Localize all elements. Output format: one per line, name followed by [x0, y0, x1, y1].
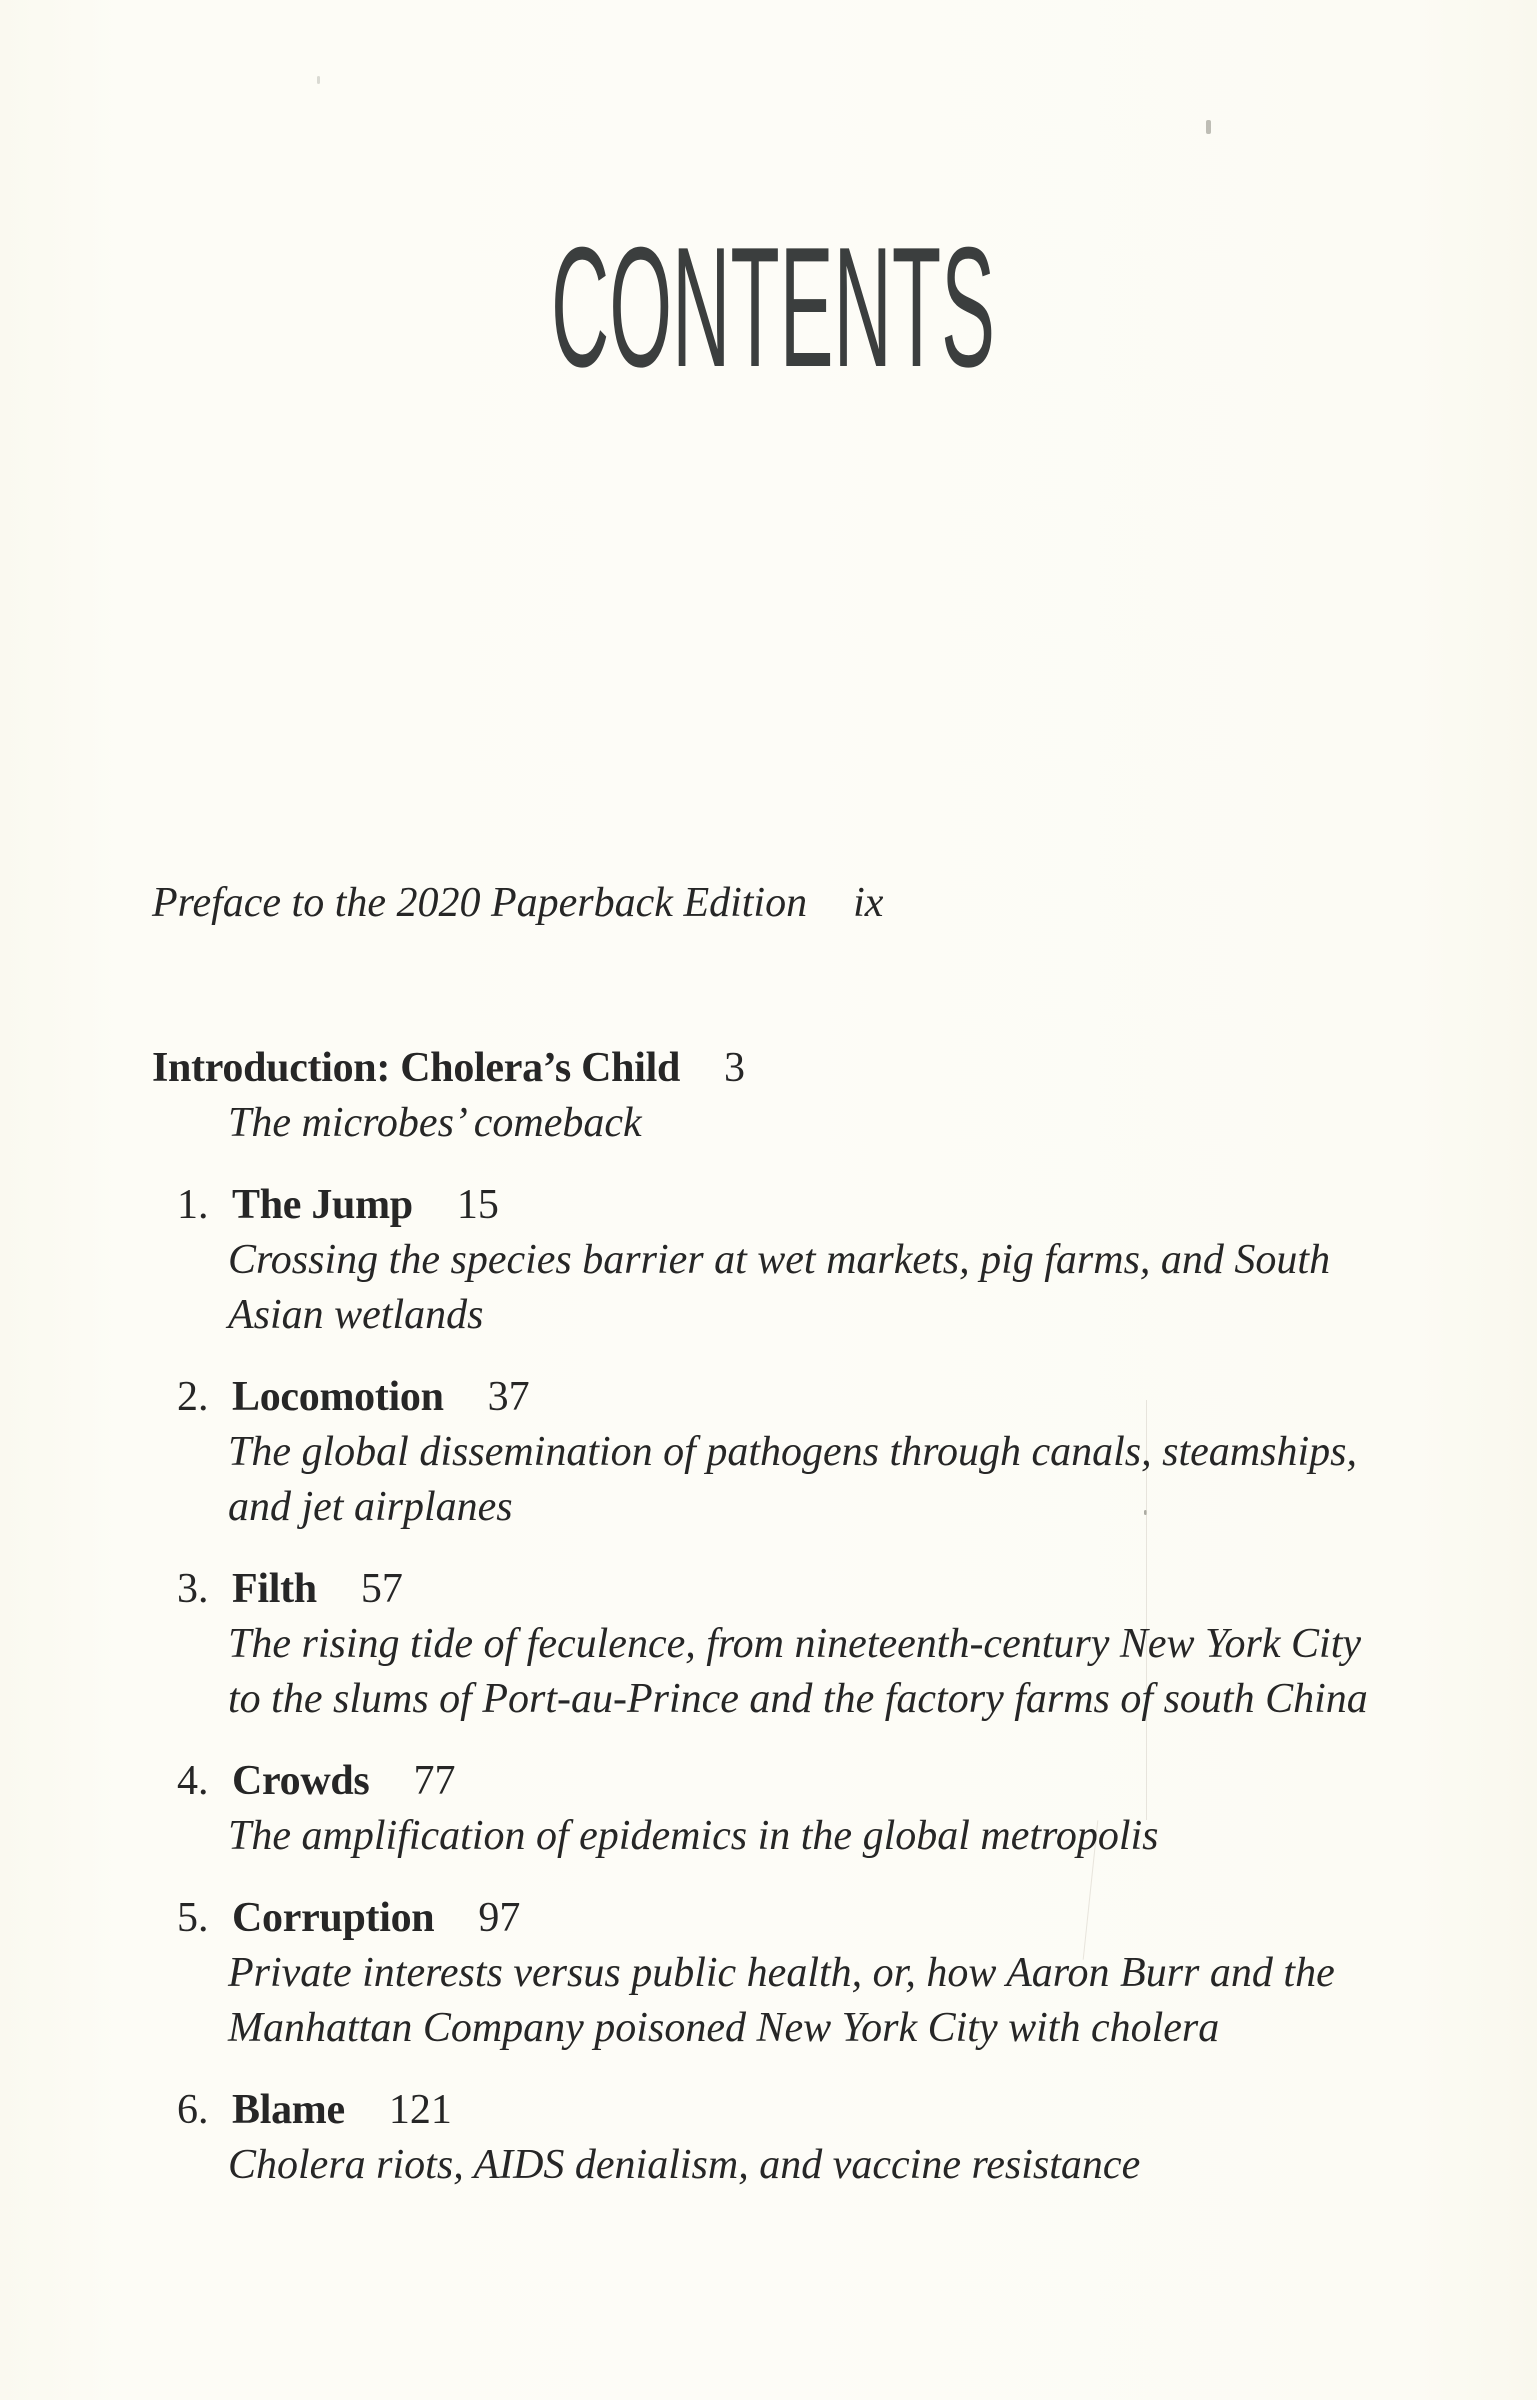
description-line: The microbes’ comeback — [228, 1100, 642, 1146]
chapter-number: 1. — [177, 1182, 209, 1228]
description-line: and jet airplanes — [228, 1484, 513, 1530]
chapter-number: 3. — [177, 1566, 209, 1612]
description-line: Private interests versus public health, or, how Aaron Burr and the — [228, 1950, 1335, 1996]
entry-heading — [152, 1370, 1402, 1425]
entry-description — [152, 1096, 1402, 1151]
entry-page-number: 3 — [724, 1045, 746, 1091]
entry-page-number: 77 — [413, 1758, 456, 1804]
description-line: Cholera riots, AIDS denialism, and vaccine resistance — [228, 2142, 1141, 2188]
page-title — [540, 212, 1010, 403]
entry-heading — [152, 2083, 1402, 2138]
toc-entry-preface[interactable] — [152, 876, 883, 931]
entry-title: Introduction: Cholera’s Child — [152, 1045, 681, 1091]
entry-description — [152, 1617, 1402, 1727]
entry-page-number: 57 — [360, 1566, 403, 1612]
chapter-number: 5. — [177, 1895, 209, 1941]
description-line: The amplification of epidemics in the global metropolis — [228, 1813, 1159, 1859]
entry-description — [152, 2138, 1402, 2193]
toc-entry-chapter-5[interactable] — [152, 1891, 1402, 2056]
toc-entry-chapter-4[interactable] — [152, 1754, 1402, 1864]
scan-speck — [1206, 120, 1211, 134]
chapter-number: 2. — [177, 1374, 209, 1420]
preface-page-number: ix — [853, 880, 884, 926]
entry-title: The Jump — [232, 1182, 413, 1228]
description-line: Manhattan Company poisoned New York City with cholera — [228, 2005, 1220, 2051]
entry-title: Blame — [232, 2087, 345, 2133]
preface-label: Preface to the 2020 Paperback Edition — [152, 880, 808, 926]
chapter-number: 6. — [177, 2087, 209, 2133]
entry-heading — [152, 1178, 1402, 1233]
description-line: Crossing the species barrier at wet markets, pig farms, and South — [228, 1237, 1331, 1283]
entry-page-number: 37 — [487, 1374, 530, 1420]
toc-entry-chapter-6[interactable] — [152, 2083, 1402, 2193]
toc-entry-chapter-1[interactable] — [152, 1178, 1402, 1343]
chapter-number: 4. — [177, 1758, 209, 1804]
entry-title: Filth — [232, 1566, 317, 1612]
entry-heading — [152, 1754, 1402, 1809]
toc-entry-chapter-2[interactable] — [152, 1370, 1402, 1535]
entry-description — [152, 1425, 1402, 1535]
entry-heading — [152, 1562, 1402, 1617]
description-line: The global dissemination of pathogens through canals, steamships, — [228, 1429, 1357, 1475]
description-line: The rising tide of feculence, from nineteenth-century New York City — [228, 1621, 1362, 1667]
entry-page-number: 121 — [388, 2087, 452, 2133]
description-line: Asian wetlands — [228, 1292, 484, 1338]
page-title-text: CONTENTS — [551, 212, 995, 403]
entry-title: Crowds — [232, 1758, 370, 1804]
toc-list — [152, 1041, 1402, 2220]
entry-description — [152, 1946, 1402, 2056]
entry-page-number: 97 — [478, 1895, 521, 1941]
entry-heading — [152, 1891, 1402, 1946]
scan-speck — [317, 76, 320, 84]
entry-page-number: 15 — [456, 1182, 499, 1228]
toc-entry-chapter-3[interactable] — [152, 1562, 1402, 1727]
description-line: to the slums of Port-au-Prince and the factory farms of south China — [228, 1676, 1368, 1722]
entry-heading — [152, 1041, 1402, 1096]
entry-title: Corruption — [232, 1895, 435, 1941]
entry-description — [152, 1809, 1402, 1864]
entry-title: Locomotion — [232, 1374, 444, 1420]
toc-entry-introduction[interactable] — [152, 1041, 1402, 1151]
entry-description — [152, 1233, 1402, 1343]
